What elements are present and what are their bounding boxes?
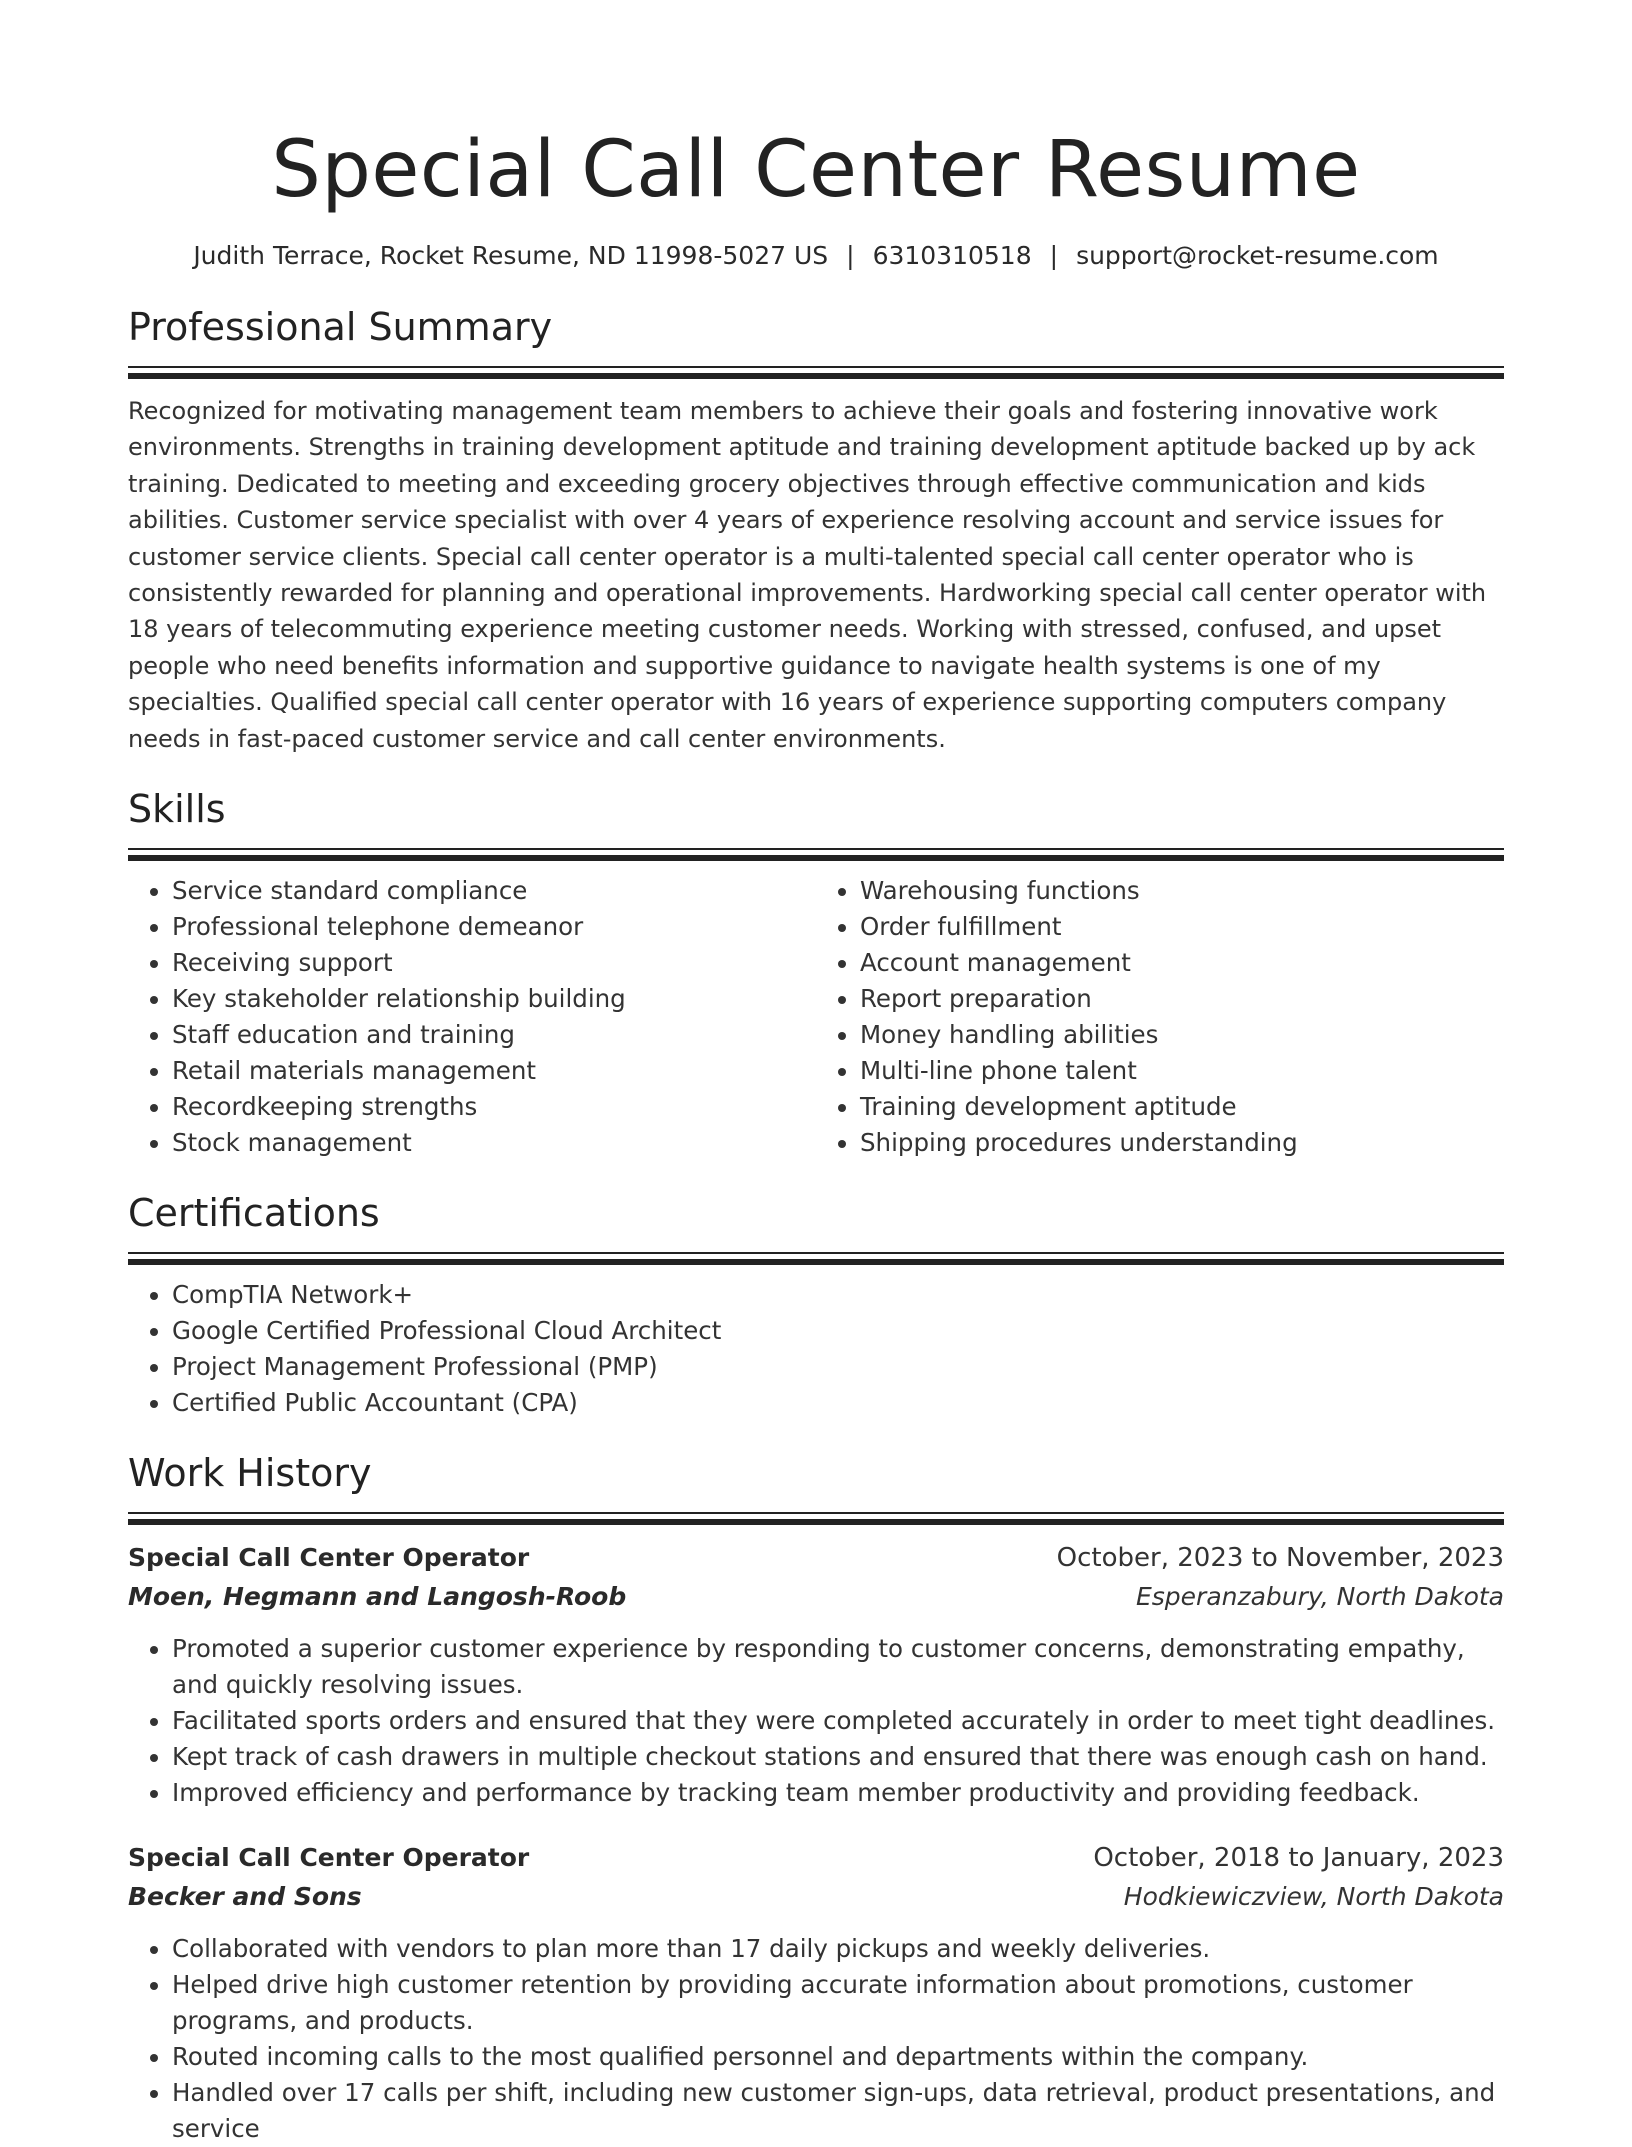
job-bullet: • Helped drive high customer retention by providing accurate information about promotions, customer programs, and products. xyxy=(172,1967,1504,2039)
work-history-section xyxy=(128,1448,1504,2147)
skills-list-left xyxy=(128,873,816,1161)
certifications-section xyxy=(128,1188,1504,1421)
contact-phone: 6310310518 xyxy=(872,241,1032,270)
job-bullets xyxy=(128,1631,1504,1811)
job-entry xyxy=(128,1839,1504,2147)
job-bullet: • Handled over 17 calls per shift, including new customer sign-ups, data retrieval, product presentations, and service xyxy=(172,2075,1504,2147)
skills-heading: Skills xyxy=(128,787,226,832)
summary-section xyxy=(128,302,1504,757)
skill-item: • Retail materials management xyxy=(172,1053,816,1089)
job-bullet: • Improved efficiency and performance by tracking team member productivity and providing feedback. xyxy=(172,1775,1504,1811)
contact-separator: | xyxy=(1049,241,1059,270)
skill-item: • Key stakeholder relationship building xyxy=(172,981,816,1017)
job-company: Moen, Hegmann and Langosh-Roob xyxy=(128,1582,627,1612)
certifications-heading: Certifications xyxy=(128,1191,380,1236)
job-bullets xyxy=(128,1931,1504,2147)
skill-item: • Report preparation xyxy=(860,981,1504,1017)
skill-item: • Warehousing functions xyxy=(860,873,1504,909)
contact-address: Judith Terrace, Rocket Resume, ND 11998-5027 US xyxy=(193,241,829,270)
job-dates: October, 2023 to November, 2023 xyxy=(1056,1543,1504,1574)
job-bullet: • Routed incoming calls to the most qualified personnel and departments within the company. xyxy=(172,2039,1504,2075)
work-history-heading: Work History xyxy=(128,1451,372,1496)
skill-item: • Money handling abilities xyxy=(860,1017,1504,1053)
job-subheader xyxy=(128,1577,1504,1617)
section-divider xyxy=(128,1252,1504,1265)
certifications-list xyxy=(128,1277,1504,1421)
skill-item: • Account management xyxy=(860,945,1504,981)
certification-item: • Google Certified Professional Cloud Architect xyxy=(172,1313,1504,1349)
certification-item: • CompTIA Network+ xyxy=(172,1277,1504,1313)
skill-item: • Training development aptitude xyxy=(860,1089,1504,1125)
job-title: Special Call Center Operator xyxy=(128,1543,530,1573)
skill-item: • Receiving support xyxy=(172,945,816,981)
job-dates: October, 2018 to January, 2023 xyxy=(1093,1843,1504,1874)
skill-item: • Stock management xyxy=(172,1125,816,1161)
resume-title: Special Call Center Resume xyxy=(271,125,1361,215)
job-subheader xyxy=(128,1877,1504,1917)
skills-list-right xyxy=(816,873,1504,1161)
certification-item: • Certified Public Accountant (CPA) xyxy=(172,1385,1504,1421)
skill-item: • Shipping procedures understanding xyxy=(860,1125,1504,1161)
skill-item: • Order fulfillment xyxy=(860,909,1504,945)
contact-line xyxy=(128,238,1504,274)
job-company: Becker and Sons xyxy=(128,1882,362,1912)
job-location: Hodkiewiczview, North Dakota xyxy=(1123,1882,1504,1912)
contact-email: support@rocket-resume.com xyxy=(1076,241,1439,270)
skills-grid xyxy=(128,873,1504,1161)
skill-item: • Service standard compliance xyxy=(172,873,816,909)
skill-item: • Staff education and training xyxy=(172,1017,816,1053)
job-title: Special Call Center Operator xyxy=(128,1843,530,1873)
job-entry xyxy=(128,1539,1504,1811)
job-location: Esperanzabury, North Dakota xyxy=(1135,1582,1504,1612)
job-bullet: • Collaborated with vendors to plan more than 17 daily pickups and weekly deliveries. xyxy=(172,1931,1504,1967)
summary-text: Recognized for motivating management team members to achieve their goals and fostering innovative work environments. Strengths in training development aptitude and training development aptitude backed up by ack training. Dedicated to meeting and exceeding grocery objectives through effective communication and kids abilities. Customer service specialist with over 4 years of experience resolving account and service issues for customer service clients. Special call center operator is a multi-talented special call center operator who is consistently rewarded for planning and operational improvements. Hardworking special call center operator with 18 years of telecommuting experience meeting customer needs. Working with stressed, confused, and upset people who need benefits information and supportive guidance to navigate health systems is one of my specialties. Qualified special call center operator with 16 years of experience supporting computers company needs in fast-paced customer service and call center environments. xyxy=(128,397,1487,753)
job-bullet: • Promoted a superior customer experience by responding to customer concerns, demonstrating empathy, and quickly resolving issues. xyxy=(172,1631,1504,1703)
skill-item: • Recordkeeping strengths xyxy=(172,1089,816,1125)
section-divider xyxy=(128,366,1504,379)
job-header xyxy=(128,1539,1504,1577)
certification-item: • Project Management Professional (PMP) xyxy=(172,1349,1504,1385)
section-divider xyxy=(128,1512,1504,1525)
job-bullet: • Kept track of cash drawers in multiple checkout stations and ensured that there was enough cash on hand. xyxy=(172,1739,1504,1775)
skills-section xyxy=(128,784,1504,1161)
section-divider xyxy=(128,848,1504,861)
job-header xyxy=(128,1839,1504,1877)
job-bullet: • Facilitated sports orders and ensured that they were completed accurately in order to meet tight deadlines. xyxy=(172,1703,1504,1739)
summary-heading: Professional Summary xyxy=(128,305,553,349)
contact-separator: | xyxy=(846,241,855,270)
skill-item: • Professional telephone demeanor xyxy=(172,909,816,945)
skill-item: • Multi-line phone talent xyxy=(860,1053,1504,1089)
resume-page xyxy=(128,0,1504,2147)
